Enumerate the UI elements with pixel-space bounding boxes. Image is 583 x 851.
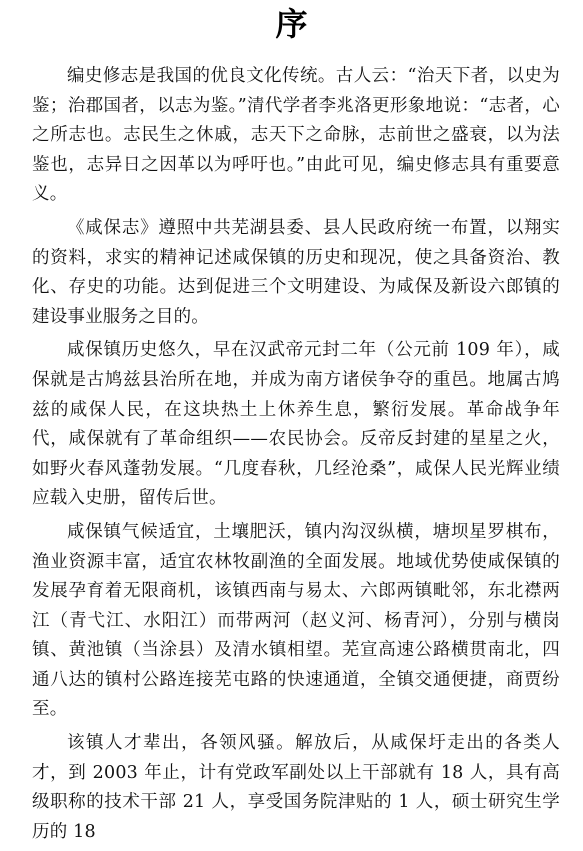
page-title: 序: [275, 5, 308, 43]
paragraph-3: 咸保镇历史悠久，早在汉武帝元封二年（公元前 109 年），咸保就是古鸠兹县治所在地，并成为南方诸侯争夺的重邑。地属古鸠兹的咸保人民，在这块热土上休养生息，繁衍发展。革命战争年代，咸保就有了革命组织——农民协会。反帝反封建的星星之火，如野火春风蓬勃发展。“几度春秋，几经沧桑”，咸保人民光辉业绩应载入史册，留传后世。: [32, 340, 560, 509]
document-body: [32, 62, 560, 851]
paragraph-1: 编史修志是我国的优良文化传统。古人云：“治天下者，以史为鉴；治郡国者，以志为鉴。”清代学者李兆洛更形象地说：“志者，心之所志也。志民生之休戚，志天下之命脉，志前世之盛衰，以为法鉴也，志异日之因革以为呼吁也。”由此可见，编史修志具有重要意义。: [32, 66, 560, 205]
paragraph-5: 该镇人才辈出，各领风骚。解放后，从咸保圩走出的各类人才，到 2003 年止，计有党政军副处以上干部就有 18 人，具有高级职称的技术干部 21 人，享受国务院津贴的 1 人，硕士研究生学历的 18: [32, 733, 560, 842]
paragraph-2: 《咸保志》遵照中共芜湖县委、县人民政府统一布置，以翔实的资料，求实的精神记述咸保镇的历史和现况，使之具备资治、教化、存史的功能。达到促进三个文明建设、为咸保及新设六郎镇的建设事业服务之目的。: [32, 217, 560, 327]
paragraph-4: 咸保镇气候适宜，土壤肥沃，镇内沟汊纵横，塘坝星罗棋布，渔业资源丰富，适宜农林牧副渔的全面发展。地域优势使咸保镇的发展孕育着无限商机，该镇西南与易太、六郎两镇毗邻，东北襟两江（青弋江、水阳江）而带两河（赵义河、杨青河），分别与横岗镇、黄池镇（当涂县）及清水镇相望。芜宣高速公路横贯南北，四通八达的镇村公路连接芜屯路的快速通道，全镇交通便捷，商贾纷至。: [32, 521, 560, 720]
